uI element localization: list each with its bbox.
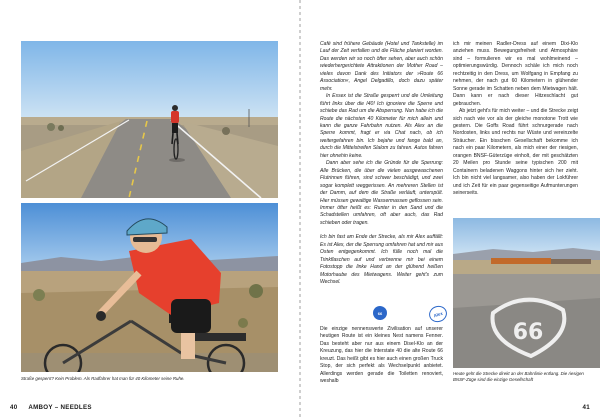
right-page	[301, 0, 600, 419]
paragraph: Café sind frühere Gebäude (Hotel und Tankstelle) im Lauf der Zeit verfallen und die Fläche planiert worden. Das werden wir so noch öfter sehen, aber auch schön wiederhergerichtete Attraktionen der Mother Road – vieles davon Dank des Initiators der »Route 66 Association«, Angel Delgadillo, doch dazu später mehr.	[320, 41, 443, 92]
page-footer	[10, 404, 92, 411]
train-road-illustration	[453, 218, 600, 368]
text-column-1-bottom	[320, 326, 443, 386]
photo-cyclist-desert-road	[21, 41, 278, 198]
paragraph: Dann aber sehe ich die Gründe für die Sperrung: Alle Brücken, die über die vielen ausgewaschenen Flutrinnen führen, sind schwer beschädigt, und zwei sogar komplett weggerissen. An mehreren Stellen ist der Damm, auf dem die Straße verläuft, unterspült. Hier müssen gewaltige Wassermassen geflossen sein. Immer öfter heißt es: Runter in den Sand und die Schadstellen umfahren, oft aber auch, das Rad schieben oder tragen.	[320, 160, 443, 226]
cyclist-portrait-illustration	[21, 203, 278, 372]
page-number: 40	[10, 404, 18, 411]
photo-train-route66	[453, 218, 600, 368]
paragraph: Ab jetzt geht's für mich weiter – und die Strecke zeigt sich nach wie vor als der gleiche monotone Trott wie gestern. Die Goffs Road führt schnurgerade nach Nordosten, links und rechts nur Wüste und vereinzelte Sträucher. Ein bisschen Gesellschaft bekomme ich nach ein paar Kilometern, als mich einer der riesigen, orangen BNSF-Güterzüge einholt, der mit geschätzten 20 Meilen pro Stunde seine typischen 200 mit Containern beladenen Waggons hinter sich her zieht. Ich bin nicht viel langsamer, also haben der Lokführer und ich Zeit für ein paar gegenseitige Aufmunterungen seinerseits.	[453, 108, 578, 197]
photo-caption: Heute geht die Strecke direkt an der Bahnlinie entlang. Die riesigen BNSF-Züge sind die einzige Gesellschaft	[453, 371, 584, 382]
text-column-2	[453, 41, 578, 198]
paragraph: ich mir meinen Radler-Dress auf einem Dixi-Klo anziehen muss. Bewegungsfreiheit und Atmosphäre sind – formulieren wir es mal wohlmeinend – optimierungswürdig. Dennoch schäle ich mich noch rechtzeitig in den Dress, um Wolfgang in Empfang zu nehmen, der nach gut 60 Kilometern in glühender Sonne gerade im Schatten neben dem Mietwagen hält. Dann kann er nach dieser Hitzeschlacht gut gebrauchen.	[453, 41, 578, 107]
running-head: AMBOY – NEEDLES	[28, 404, 92, 411]
road-marking-66: 66	[512, 320, 544, 345]
paragraph: Ich bin fast am Ende der Strecke, als mir Alex auffällt: Es ist Alex, der die Sperrung umfahren hat und mir aus Osten entgegenkommt. Ich fülle noch mal die Trinkflaschen auf und verbrenne mir bei einem Fotostopp die linke Hand an der glühend heißen Motorhaube des Mietwagens. Weiter geht's zum Wechsel.	[320, 234, 443, 286]
photo-caption: Straße gesperrt? Kein Problem. Als Radfahrer hat man für 40 Kilometer seine Ruhe.	[21, 376, 185, 381]
paragraph: In Essex ist die Straße gesperrt und die Umleitung führt links über die I40! Ich ignoriere die Sperre und schiebe das Rad um die Absperrung. Nun habe ich die Route die nächsten 40 Kilometer für mich allein und kann die ganze Fahrbahn nutzen. Als Alex an die Sperre kommt, fragt er via Chat nach, ob ich weitergefahren bin. Ich bejahe und fange bald an, durch die Mittelstreifen Slalom zu fahren. Autos fahren hier ohnehin keine.	[320, 93, 443, 159]
left-page	[0, 0, 299, 419]
route66-badge: 66	[373, 306, 387, 320]
text-column-1	[320, 41, 443, 287]
page-number: 41	[582, 404, 590, 411]
cyclist-road-illustration	[21, 41, 278, 198]
alex-badge: Alex	[427, 304, 449, 325]
photo-cyclist-portrait	[21, 203, 278, 372]
paragraph: Die einzige nennenswerte Zivilisation auf unserer heutigen Route ist ein kleines Nest namens Fenner. Das besteht aber nur aus einem Disel-Klo an der Kreuzung, das hier die Interstate 40 die alte Route 66 kreuzt. Das heißt gibt es hier auch einen großen Truck Stop, der sich perfekt als Wechselpunkt anbietet. Allerdings werden gerade die Toiletten renoviert, weshalb	[320, 326, 443, 385]
